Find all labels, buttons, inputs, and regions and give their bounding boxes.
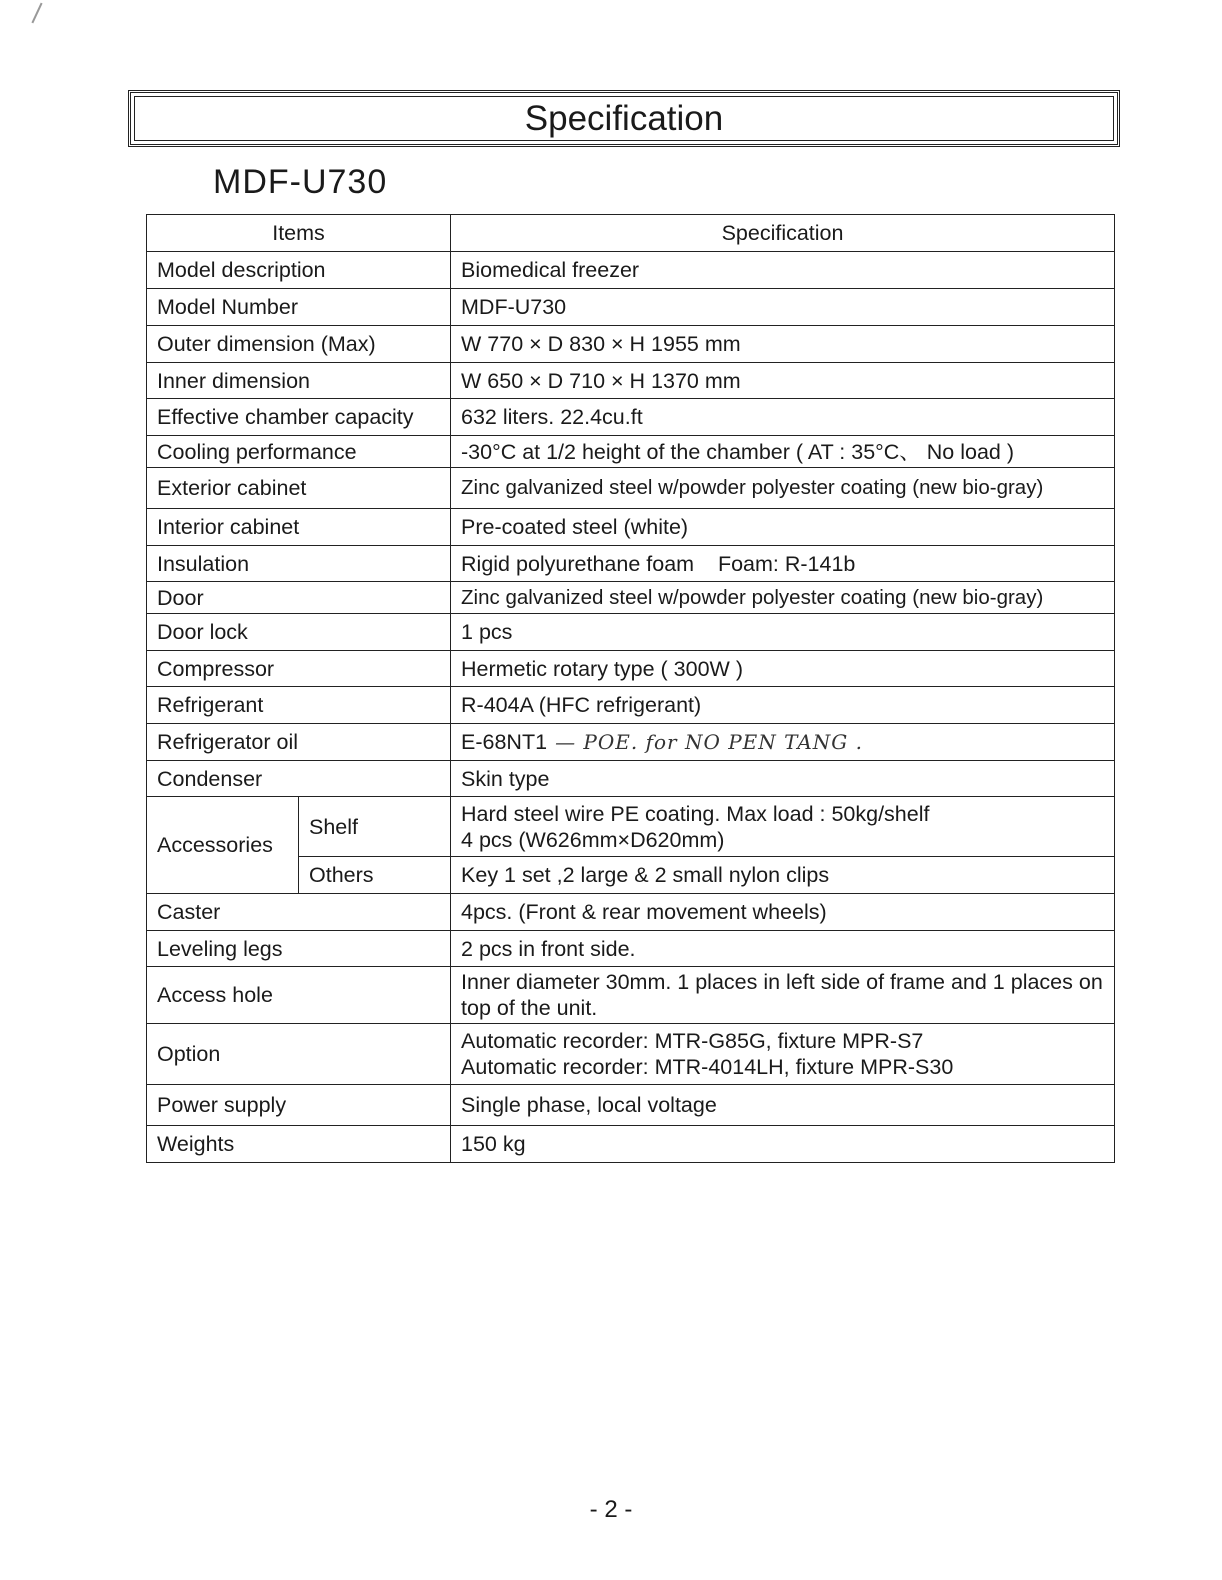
table-row xyxy=(147,289,1115,326)
table-row xyxy=(147,931,1115,967)
row-label: Weights xyxy=(147,1126,451,1163)
others-value: Key 1 set ,2 large & 2 small nylon clips xyxy=(451,857,1115,894)
row-value: Zinc galvanized steel w/powder polyester coating (new bio-gray) xyxy=(451,468,1115,509)
row-label: Refrigerator oil xyxy=(147,724,451,761)
row-value: 4pcs. (Front & rear movement wheels) xyxy=(451,894,1115,931)
accessories-label: Accessories xyxy=(147,797,299,894)
row-value: R-404A (HFC refrigerant) xyxy=(451,687,1115,724)
oil-value: E-68NT1 xyxy=(461,730,548,754)
row-label: Door lock xyxy=(147,614,451,651)
table-row xyxy=(147,1126,1115,1163)
column-header-items: Items xyxy=(147,215,451,252)
row-label: Insulation xyxy=(147,546,451,582)
row-label: Model description xyxy=(147,252,451,289)
row-value: W 650 × D 710 × H 1370 mm xyxy=(451,363,1115,399)
table-row xyxy=(147,967,1115,1024)
table-row xyxy=(147,252,1115,289)
row-value: Zinc galvanized steel w/powder polyester coating (new bio-gray) xyxy=(451,582,1115,614)
row-value: W 770 × D 830 × H 1955 mm xyxy=(451,326,1115,363)
table-row xyxy=(147,614,1115,651)
row-value: MDF-U730 xyxy=(451,289,1115,326)
row-value: Single phase, local voltage xyxy=(451,1085,1115,1126)
table-row xyxy=(147,1024,1115,1085)
row-label: Caster xyxy=(147,894,451,931)
table-row xyxy=(147,468,1115,509)
scan-mark xyxy=(31,3,42,24)
row-label: Compressor xyxy=(147,651,451,687)
row-label: Model Number xyxy=(147,289,451,326)
row-label: Outer dimension (Max) xyxy=(147,326,451,363)
row-label: Interior cabinet xyxy=(147,509,451,546)
row-value: 2 pcs in front side. xyxy=(451,931,1115,967)
row-value: Rigid polyurethane foam Foam: R-141b xyxy=(451,546,1115,582)
row-value: 150 kg xyxy=(451,1126,1115,1163)
row-label: Refrigerant xyxy=(147,687,451,724)
row-label: Access hole xyxy=(147,967,451,1024)
table-row xyxy=(147,546,1115,582)
row-label: Condenser xyxy=(147,761,451,797)
table-row xyxy=(147,687,1115,724)
row-label: Cooling performance xyxy=(147,436,451,468)
row-value: Pre-coated steel (white) xyxy=(451,509,1115,546)
table-row xyxy=(147,436,1115,468)
row-label: Option xyxy=(147,1024,451,1085)
table-row xyxy=(147,326,1115,363)
row-value xyxy=(451,724,1115,761)
row-value: 1 pcs xyxy=(451,614,1115,651)
option-line-2: Automatic recorder: MTR-4014LH, fixture MPR-S30 xyxy=(461,1055,954,1079)
table-row xyxy=(147,399,1115,436)
row-label: Exterior cabinet xyxy=(147,468,451,509)
row-value: 632 liters. 22.4cu.ft xyxy=(451,399,1115,436)
table-row xyxy=(147,509,1115,546)
shelf-line-1: Hard steel wire PE coating. Max load : 50kg/shelf xyxy=(461,801,930,826)
table-row xyxy=(147,363,1115,399)
specification-table xyxy=(146,214,1115,1163)
model-heading: MDF-U730 xyxy=(213,163,388,201)
table-row xyxy=(147,724,1115,761)
row-label: Door xyxy=(147,582,451,614)
handwritten-note: — POE. for NO PEN TANG . xyxy=(555,730,863,754)
row-value: Hermetic rotary type ( 300W ) xyxy=(451,651,1115,687)
table-row xyxy=(147,761,1115,797)
others-label: Others xyxy=(299,857,451,894)
table-row xyxy=(147,651,1115,687)
title-box xyxy=(128,90,1120,147)
table-header-row xyxy=(147,215,1115,252)
page-title: Specification xyxy=(134,96,1114,141)
table-row xyxy=(147,797,1115,857)
column-header-specification: Specification xyxy=(451,215,1115,252)
shelf-value xyxy=(451,797,1115,857)
table-row xyxy=(147,1085,1115,1126)
row-label: Power supply xyxy=(147,1085,451,1126)
page-number: - 2 - xyxy=(589,1496,633,1523)
row-value: Biomedical freezer xyxy=(451,252,1115,289)
shelf-label: Shelf xyxy=(299,797,451,857)
row-value: -30°C at 1/2 height of the chamber ( AT : 35°C、 No load ) xyxy=(451,436,1115,468)
table-row xyxy=(147,894,1115,931)
shelf-line-2: 4 pcs (W626mm×D620mm) xyxy=(461,827,725,852)
row-value: Inner diameter 30mm. 1 places in left side of frame and 1 places on top of the unit. xyxy=(451,967,1115,1024)
row-value: Skin type xyxy=(451,761,1115,797)
table-row xyxy=(147,582,1115,614)
row-label: Inner dimension xyxy=(147,363,451,399)
option-line-1: Automatic recorder: MTR-G85G, fixture MPR-S7 xyxy=(461,1029,924,1053)
row-label: Leveling legs xyxy=(147,931,451,967)
row-label: Effective chamber capacity xyxy=(147,399,451,436)
row-value xyxy=(451,1024,1115,1085)
